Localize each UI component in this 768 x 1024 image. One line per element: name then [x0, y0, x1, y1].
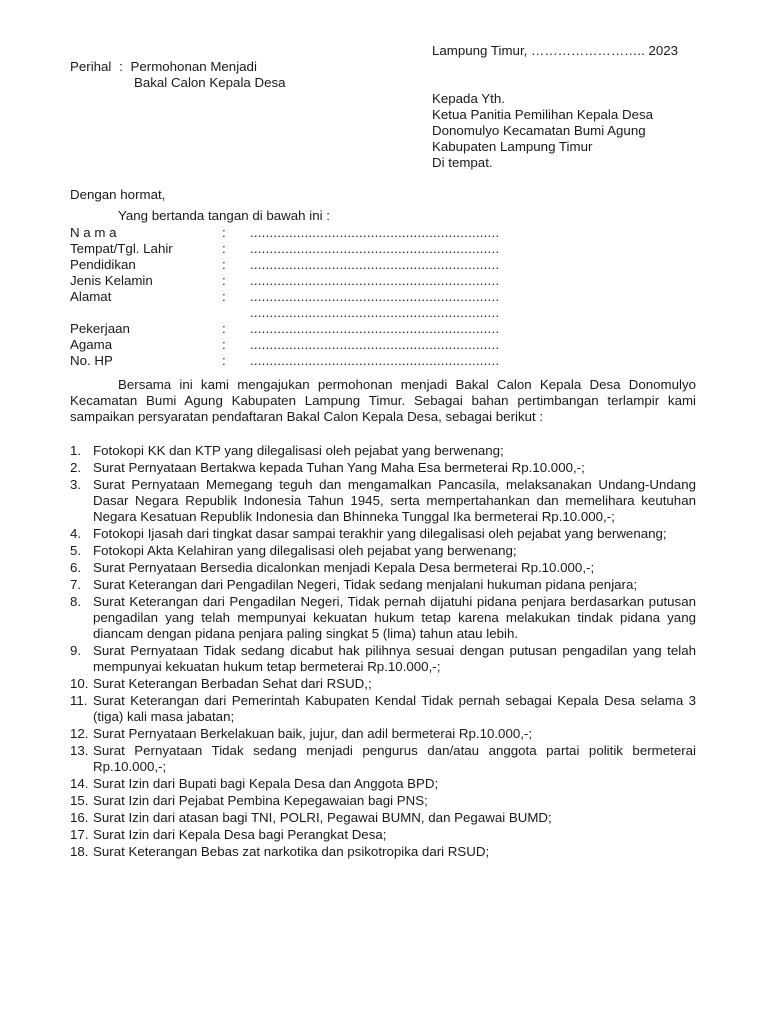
item-text: Fotokopi Akta Kelahiran yang dilegalisasi oleh pejabat yang berwenang;	[93, 543, 517, 558]
list-item	[70, 477, 696, 525]
field-colon: :	[222, 225, 226, 240]
list-item	[70, 793, 696, 809]
item-number: 9.	[70, 643, 82, 658]
list-item	[70, 776, 696, 792]
field-row-continuation	[70, 305, 520, 321]
field-label: No. HP	[70, 353, 113, 368]
item-text: Surat Pernyataan Bertakwa kepada Tuhan Yang Maha Esa bermeterai Rp.10.000,-;	[93, 460, 585, 475]
subject-label: Perihal	[70, 59, 112, 74]
item-number: 15.	[70, 793, 89, 808]
item-number: 4.	[70, 526, 82, 541]
requirements-list	[70, 443, 696, 861]
field-blank[interactable]: ................................................................	[250, 289, 500, 304]
field-row	[70, 241, 520, 257]
field-blank[interactable]: ................................................................	[250, 305, 500, 320]
subject-text-line2: Bakal Calon Kepala Desa	[134, 75, 286, 90]
field-row	[70, 289, 520, 305]
paragraph-text: Bersama ini kami mengajukan permohonan menjadi Bakal Calon Kepala Desa Donomulyo Kecamatan Bumi Agung Kabupaten Lampung Timur. Sebagai bahan pertimbangan terlampir kami sampaikan persyaratan pendaftaran Bakal Calon Kepala Desa, sebagai berikut :	[70, 377, 696, 424]
item-number: 1.	[70, 443, 82, 458]
field-label: Jenis Kelamin	[70, 273, 153, 288]
item-text: Surat Pernyataan Memegang teguh dan mengamalkan Pancasila, melaksanakan Undang-Undang Dasar Negara Republik Indonesia Tahun 1945, serta mempertahankan dan memelihara keutuhan Negara Kesatuan Republik Indonesia dan Bhinneka Tunggal Ika bermeterai Rp.10.000,-;	[93, 477, 696, 524]
item-text: Fotokopi KK dan KTP yang dilegalisasi oleh pejabat yang berwenang;	[93, 443, 504, 458]
subject-text-line1: Permohonan Menjadi	[130, 59, 257, 74]
item-text: Surat Keterangan Berbadan Sehat dari RSUD,;	[93, 676, 372, 691]
field-colon: :	[222, 273, 226, 288]
item-number: 5.	[70, 543, 82, 558]
field-colon: :	[222, 337, 226, 352]
field-colon: :	[222, 241, 226, 256]
recipient-address	[432, 91, 653, 171]
subject-line	[70, 59, 257, 75]
item-number: 3.	[70, 477, 82, 492]
address-line: Donomulyo Kecamatan Bumi Agung	[432, 123, 646, 138]
list-item	[70, 526, 696, 542]
item-number: 17.	[70, 827, 89, 842]
list-item	[70, 560, 696, 576]
list-item	[70, 676, 696, 692]
field-blank[interactable]: ................................................................	[250, 353, 500, 368]
list-item	[70, 726, 696, 742]
item-text: Surat Pernyataan Tidak sedang menjadi pengurus dan/atau anggota partai politik bermeterai Rp.10.000,-;	[93, 743, 696, 774]
item-text: Surat Keterangan dari Pengadilan Negeri, Tidak sedang menjalani hukuman pidana penjara;	[93, 577, 638, 592]
list-item	[70, 643, 696, 675]
item-text: Surat Izin dari atasan bagi TNI, POLRI, Pegawai BUMN, dan Pegawai BUMD;	[93, 810, 552, 825]
applicant-fields	[70, 225, 520, 369]
field-colon: :	[222, 353, 226, 368]
list-item	[70, 810, 696, 826]
item-text: Surat Izin dari Bupati bagi Kepala Desa dan Anggota BPD;	[93, 776, 439, 791]
item-text: Surat Izin dari Pejabat Pembina Kepegawaian bagi PNS;	[93, 793, 428, 808]
item-text: Surat Keterangan dari Pemerintah Kabupaten Kendal Tidak pernah sebagai Kepala Desa selama 3 (tiga) kali masa jabatan;	[93, 693, 696, 724]
field-blank[interactable]: ................................................................	[250, 337, 500, 352]
address-line: Ketua Panitia Pemilihan Kepala Desa	[432, 107, 654, 122]
item-number: 2.	[70, 460, 82, 475]
intro-line: Yang bertanda tangan di bawah ini :	[118, 208, 330, 223]
field-label: Agama	[70, 337, 113, 352]
field-blank[interactable]: ................................................................	[250, 321, 500, 336]
field-blank[interactable]: ................................................................	[250, 225, 500, 240]
list-item	[70, 577, 696, 593]
field-blank[interactable]: ................................................................	[250, 273, 500, 288]
subject-colon: :	[119, 59, 123, 74]
body-paragraph	[70, 377, 696, 425]
list-item	[70, 543, 696, 559]
item-number: 14.	[70, 776, 89, 791]
item-number: 16.	[70, 810, 89, 825]
list-item	[70, 844, 696, 860]
list-item	[70, 693, 696, 725]
date-line: Lampung Timur, …………………….. 2023	[432, 43, 679, 58]
address-line: Kabupaten Lampung Timur	[432, 139, 593, 154]
item-number: 6.	[70, 560, 82, 575]
field-row	[70, 273, 520, 289]
list-item	[70, 460, 696, 476]
item-text: Fotokopi Ijasah dari tingkat dasar sampai terakhir yang dilegalisasi oleh pejabat yang berwenang;	[93, 526, 667, 541]
field-label: N a m a	[70, 225, 117, 240]
item-number: 13.	[70, 743, 89, 758]
salutation: Dengan hormat,	[70, 187, 166, 202]
item-text: Surat Izin dari Kepala Desa bagi Perangkat Desa;	[93, 827, 387, 842]
field-colon: :	[222, 289, 226, 304]
item-number: 7.	[70, 577, 82, 592]
item-number: 10.	[70, 676, 89, 691]
field-blank[interactable]: ................................................................	[250, 241, 500, 256]
field-colon: :	[222, 257, 226, 272]
item-number: 18.	[70, 844, 89, 859]
list-item	[70, 743, 696, 775]
field-row	[70, 353, 520, 369]
field-label: Alamat	[70, 289, 112, 304]
item-number: 11.	[70, 693, 88, 708]
item-text: Surat Pernyataan Berkelakuan baik, jujur, dan adil bermeterai Rp.10.000,-;	[93, 726, 533, 741]
address-line: Kepada Yth.	[432, 91, 505, 106]
address-line: Di tempat.	[432, 155, 493, 170]
list-item	[70, 443, 696, 459]
item-number: 12.	[70, 726, 89, 741]
item-number: 8.	[70, 594, 82, 609]
field-row	[70, 225, 520, 241]
field-blank[interactable]: ................................................................	[250, 257, 500, 272]
field-colon: :	[222, 321, 226, 336]
list-item	[70, 827, 696, 843]
list-item	[70, 594, 696, 642]
field-row	[70, 257, 520, 273]
field-row	[70, 337, 520, 353]
item-text: Surat Keterangan dari Pengadilan Negeri, Tidak pernah dijatuhi pidana penjara berdasarkan putusan pengadilan yang telah mempunyai kekuatan hukum tetap karena melakukan tindak pidana yang diancam dengan pidana penjara paling singkat 5 (lima) tahun atau lebih.	[93, 594, 696, 641]
field-label: Tempat/Tgl. Lahir	[70, 241, 173, 256]
field-label: Pekerjaan	[70, 321, 130, 336]
item-text: Surat Pernyataan Bersedia dicalonkan menjadi Kepala Desa bermeterai Rp.10.000,-;	[93, 560, 595, 575]
item-text: Surat Keterangan Bebas zat narkotika dan psikotropika dari RSUD;	[93, 844, 490, 859]
field-row	[70, 321, 520, 337]
item-text: Surat Pernyataan Tidak sedang dicabut hak pilihnya sesuai dengan putusan pengadilan yang telah mempunyai kekuatan hukum tetap bermeterai Rp.10.000,-;	[93, 643, 696, 674]
field-label: Pendidikan	[70, 257, 136, 272]
